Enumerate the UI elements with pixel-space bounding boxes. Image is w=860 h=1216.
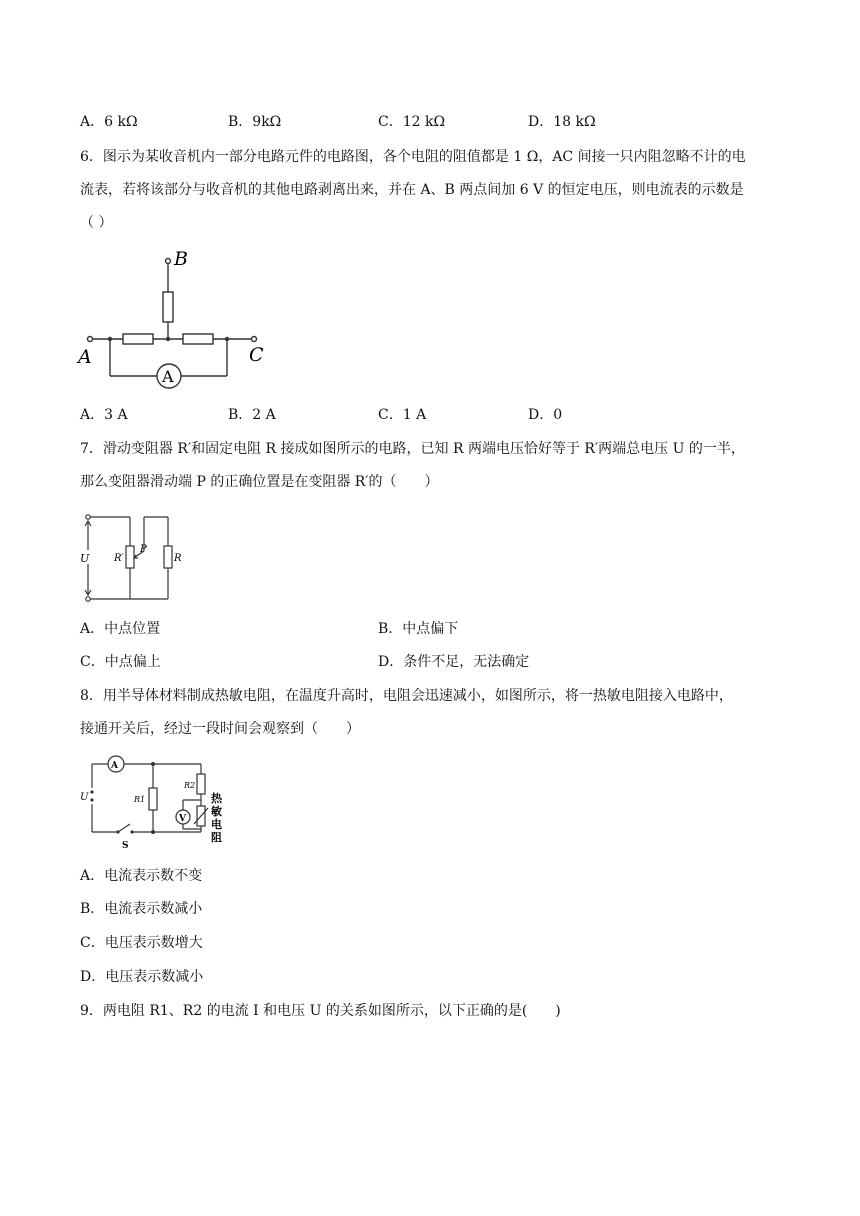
- q7-option-b: B．中点偏下: [378, 621, 459, 637]
- q9-stem: 9．两电阻 R1、R2 的电流 I 和电压 U 的关系如图所示，以下正确的是( ): [80, 1003, 561, 1019]
- q7-stem-line-1: 7．滑动变阻器 R′和固定电阻 R 接成如图所示的电路，已知 R 两端电压恰好等于 R′两端总电压 U 的一半，: [80, 441, 745, 457]
- q7-option-c: C．中点偏上: [80, 654, 161, 670]
- q6-option-b: B．2 A: [228, 407, 276, 423]
- q8-stem-line-1: 8．用半导体材料制成热敏电阻，在温度升高时，电阻会迅速减小，如图所示，将一热敏电阻接入电路中，: [80, 688, 733, 704]
- q6-ammeter-label: A: [162, 367, 174, 386]
- q8-thermistor-char-3: 电: [211, 818, 222, 831]
- q8-thermistor-char-1: 热: [211, 792, 222, 805]
- q6-option-a: A．3 A: [80, 407, 128, 423]
- q8-label-r2: R2: [184, 781, 196, 790]
- q7-label-u: U: [80, 552, 90, 565]
- q8-ammeter-label: A: [111, 761, 118, 771]
- q5-option-c: C．12 kΩ: [378, 114, 446, 130]
- q7-label-rprime: R′: [114, 553, 124, 564]
- q6-label-c: C: [249, 344, 264, 366]
- q6-stem-line-2: 流表，若将该部分与收音机的其他电路剥离出来，并在 A、B 两点间加 6 V 的恒定电压，则电流表的示数是: [80, 182, 744, 198]
- q7-circuit-figure: [76, 510, 196, 606]
- q7-option-d: D．条件不足，无法确定: [378, 654, 530, 670]
- q7-label-p: P: [140, 544, 147, 555]
- q6-label-b: B: [174, 248, 188, 270]
- q7-stem-line-2: 那么变阻器滑动端 P 的正确位置是在变阻器 R′的（ ）: [80, 474, 439, 490]
- q7-option-a: A．中点位置: [80, 621, 161, 637]
- q8-label-r1: R1: [134, 795, 146, 804]
- q8-thermistor-char-2: 敏: [211, 805, 222, 818]
- q8-option-d: D．电压表示数减小: [80, 969, 204, 985]
- q8-circuit-figure: [76, 752, 246, 852]
- q8-thermistor-char-4: 阻: [211, 831, 222, 844]
- q7-label-r: R: [174, 553, 182, 564]
- q5-option-a: A．6 kΩ: [80, 114, 138, 130]
- q6-option-c: C．1 A: [378, 407, 427, 423]
- q8-option-a: A．电流表示数不变: [80, 868, 203, 884]
- q6-stem-line-1: 6．图示为某收音机内一部分电路元件的电路图，各个电阻的阻值都是 1 Ω，AC 间接一只内阻忽略不计的电: [80, 149, 746, 165]
- q8-option-c: C．电压表示数增大: [80, 935, 203, 951]
- q5-option-b: B．9kΩ: [228, 114, 282, 130]
- q8-label-s: S: [122, 841, 129, 851]
- q8-option-b: B．电流表示数减小: [80, 901, 203, 917]
- q8-stem-line-2: 接通开关后，经过一段时间会观察到（ ）: [80, 721, 360, 737]
- q8-voltmeter-label: V: [179, 814, 186, 824]
- q6-circuit-figure: [70, 244, 280, 394]
- q5-option-d: D．18 kΩ: [528, 114, 596, 130]
- q6-option-d: D．0: [528, 407, 563, 423]
- q6-stem-line-3: （ ）: [80, 215, 113, 231]
- q6-label-a: A: [78, 346, 92, 368]
- q8-label-u: U: [80, 792, 89, 803]
